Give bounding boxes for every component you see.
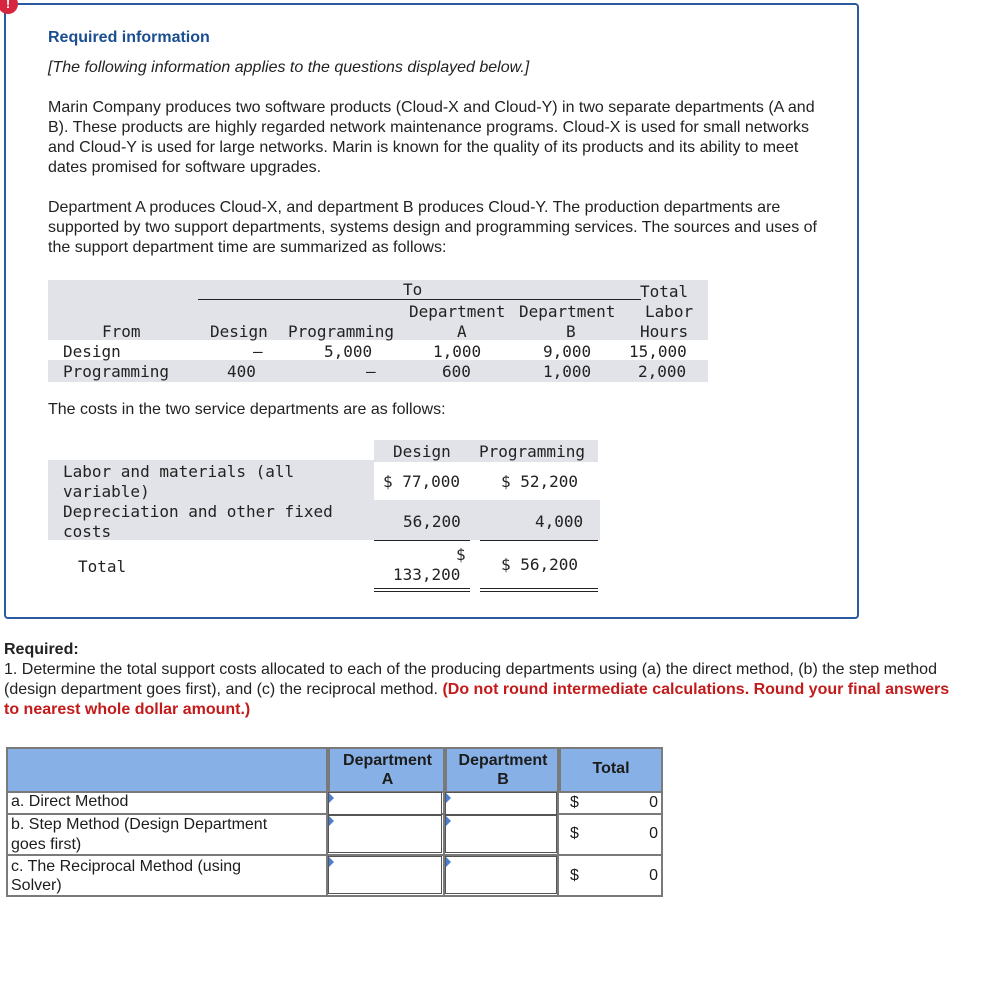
dept-a-letter: A: [457, 322, 467, 341]
labor-materials-design: $ 77,000: [383, 472, 461, 491]
support-usage-table: [48, 280, 708, 382]
step-method-dept-b-input[interactable]: [445, 815, 557, 853]
reciprocal-method-label-1: c. The Reciprocal Method (using: [11, 858, 242, 875]
direct-method-dept-a-input[interactable]: [328, 792, 442, 815]
intro-paragraph-1: Marin Company produces two software products (Cloud-X and Cloud-Y) in two separate departments (A and B). These products are highly regarded network maintenance programs. Cloud-X is used for small networks and Cloud-Y is used for large networks. Marin is known for the quality of its products and its ability to meet dates promised for software upgrades.: [48, 99, 815, 176]
direct-method-dept-b-input[interactable]: [445, 792, 557, 815]
step-method-label-2: goes first): [11, 836, 82, 853]
info-subtitle: [The following information applies to the questions displayed below.]: [48, 59, 530, 76]
total-column-header: Total: [559, 749, 661, 791]
direct-method-label: a. Direct Method: [11, 793, 129, 810]
step-method-currency: $: [570, 825, 579, 842]
rounding-note: (Do not round intermediate calculations. Round your final answers to nearest whole dollar amount.): [4, 681, 950, 718]
reciprocal-method-total: 0: [649, 867, 658, 884]
reciprocal-method-dept-a-input[interactable]: [328, 856, 442, 894]
row-design-a: 1,000: [433, 342, 482, 361]
step-method-dept-a-input[interactable]: [328, 815, 442, 853]
required-text: 1. Determine the total support costs allocated to each of the producing departments using (a) the direct method, (b) the step method (design department goes first), and (c) the reciprocal method.: [4, 661, 937, 698]
reciprocal-method-currency: $: [570, 867, 579, 884]
answer-table: [6, 747, 663, 897]
required-instructions: [4, 640, 964, 720]
row-design-b: 9,000: [543, 342, 592, 361]
direct-method-total: 0: [649, 794, 658, 811]
labor-materials-programming: $ 52,200: [501, 472, 579, 491]
total-programming: $ 56,200: [501, 555, 579, 574]
alert-icon: !: [0, 0, 18, 14]
intro-paragraph-2: Department A produces Cloud-X, and department B produces Cloud-Y. The production departments are supported by two support departments, systems design and programming services. The sources and uses of the support department time are summarized as follows:: [48, 199, 817, 256]
reciprocal-method-label-2: Solver): [11, 877, 62, 894]
depreciation-label-2: costs: [63, 522, 112, 541]
row-programming-design: 400: [227, 362, 256, 381]
programming-column-header: Programming: [288, 322, 394, 341]
total-design-sign: $: [456, 545, 466, 564]
labor-materials-label-2: variable): [63, 482, 150, 501]
dept-b-header-top: Department: [519, 302, 616, 321]
service-costs-table: [48, 440, 600, 595]
reciprocal-method-dept-b-input[interactable]: [445, 856, 557, 894]
direct-method-currency: $: [570, 794, 579, 811]
dept-b-column-header: Department B: [445, 749, 559, 791]
step-method-total: 0: [649, 825, 658, 842]
total-header: Total: [640, 282, 689, 301]
row-programming-label: Programming: [63, 362, 169, 381]
total-design: 133,200: [393, 565, 461, 584]
labor-materials-label-1: Labor and materials (all: [63, 462, 295, 481]
row-design-programming: 5,000: [324, 342, 373, 361]
cost-programming-header: Programming: [479, 442, 585, 461]
cost-design-header: Design: [393, 442, 451, 461]
row-programming-b: 1,000: [543, 362, 592, 381]
hours-header: Hours: [640, 322, 689, 341]
total-label: Total: [78, 557, 127, 576]
dept-b-letter: B: [566, 322, 576, 341]
costs-intro-text: The costs in the two service departments are as follows:: [48, 401, 446, 418]
depreciation-programming: 4,000: [535, 512, 584, 531]
row-programming-total: 2,000: [638, 362, 687, 381]
dept-a-column-header: Department A: [328, 749, 445, 791]
from-header: From: [102, 322, 141, 341]
row-design-total: 15,000: [629, 342, 687, 361]
row-programming-a: 600: [442, 362, 471, 381]
required-information-title: Required information: [48, 29, 210, 46]
depreciation-design: 56,200: [403, 512, 461, 531]
row-design-design: –: [253, 342, 263, 361]
row-design-label: Design: [63, 342, 121, 361]
step-method-label-1: b. Step Method (Design Department: [11, 816, 268, 833]
design-column-header: Design: [210, 322, 268, 341]
required-lead: Required:: [4, 641, 79, 658]
dept-a-header-top: Department: [409, 302, 506, 321]
row-programming-programming: –: [366, 362, 376, 381]
to-header: To: [403, 280, 423, 299]
depreciation-label-1: Depreciation and other fixed: [63, 502, 333, 521]
labor-header: Labor: [645, 302, 694, 321]
